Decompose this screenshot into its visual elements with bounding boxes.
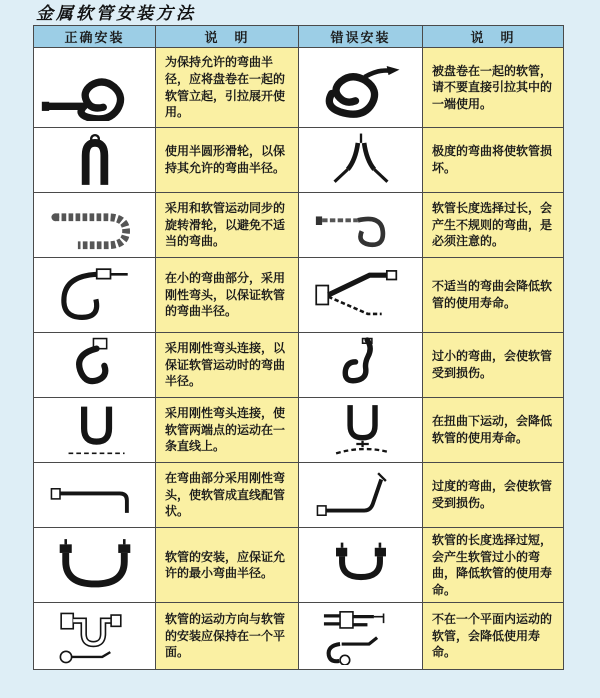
table-row — [34, 463, 564, 528]
coil-standing-pull-icon — [39, 55, 151, 121]
u-shape-aligned-ends-icon — [39, 402, 151, 458]
correct-illustration-cell — [34, 603, 156, 670]
rigid-elbow-small-bend-icon — [39, 264, 151, 326]
too-small-bend-hook-icon — [305, 337, 417, 393]
irregular-loop-icon — [305, 197, 417, 253]
correct-description: 在弯曲部分采用刚性弯头，使软管成直线配管状。 — [156, 463, 299, 528]
wrong-description: 极度的弯曲将使软管损坏。 — [423, 128, 564, 193]
coil-pulled-end-icon — [305, 55, 417, 121]
correct-illustration-cell — [34, 128, 156, 193]
table-row — [34, 128, 564, 193]
wide-u-min-radius-icon — [39, 534, 151, 596]
extreme-bend-icon — [305, 132, 417, 188]
wrong-description: 不适当的弯曲会降低软管的使用寿命。 — [423, 258, 564, 333]
wrong-illustration-cell — [299, 528, 423, 603]
page-title: 金属软管安装方法 — [36, 4, 196, 23]
same-plane-trap-icon — [39, 607, 151, 665]
header-wrong-desc: 说 明 — [423, 26, 564, 48]
improper-bend-icon — [305, 264, 417, 326]
rotating-pulley-track-icon — [39, 197, 151, 253]
wrong-description: 不在一个平面内运动的软管，会降低使用寿命。 — [423, 603, 564, 670]
correct-illustration-cell — [34, 193, 156, 258]
wrong-description: 过度的弯曲，会使软管受到损伤。 — [423, 463, 564, 528]
correct-illustration-cell — [34, 528, 156, 603]
correct-description: 采用刚性弯头连接，使软管两端点的运动在一条直线上。 — [156, 398, 299, 463]
short-hose-u-icon — [305, 534, 417, 596]
wrong-illustration-cell — [299, 398, 423, 463]
correct-description: 软管的安装，应保证允许的最小弯曲半径。 — [156, 528, 299, 603]
wrong-description: 过小的弯曲，会使软管受到损伤。 — [423, 333, 564, 398]
correct-illustration-cell — [34, 258, 156, 333]
correct-description: 使用半圆形滑轮，以保持其允许的弯曲半径。 — [156, 128, 299, 193]
wrong-illustration-cell — [299, 603, 423, 670]
header-correct-desc: 说 明 — [156, 26, 299, 48]
twisted-u-shape-icon — [305, 402, 417, 458]
wrong-illustration-cell — [299, 463, 423, 528]
wrong-illustration-cell — [299, 48, 423, 128]
correct-illustration-cell — [34, 398, 156, 463]
header-wrong-install: 错误安装 — [299, 26, 423, 48]
table-row — [34, 258, 564, 333]
rigid-elbow-connection-icon — [39, 337, 151, 393]
overbent-elbow-icon — [305, 467, 417, 523]
table-row — [34, 398, 564, 463]
correct-illustration-cell — [34, 333, 156, 398]
correct-description: 为保持允许的弯曲半径，应将盘卷在一起的软管立起，引拉展开使用。 — [156, 48, 299, 128]
straight-pipe-elbow-icon — [39, 467, 151, 523]
table-row — [34, 193, 564, 258]
wrong-description: 在扭曲下运动，会降低软管的使用寿命。 — [423, 398, 564, 463]
semicircular-pulley-loop-icon — [39, 132, 151, 188]
correct-description: 采用刚性弯头连接，以保证软管运动时的弯曲半径。 — [156, 333, 299, 398]
correct-description: 在小的弯曲部分，采用刚性弯头，以保证软管的弯曲半径。 — [156, 258, 299, 333]
wrong-illustration-cell — [299, 128, 423, 193]
correct-description: 软管的运动方向与软管的安装应保持在一个平面。 — [156, 603, 299, 670]
wrong-illustration-cell — [299, 258, 423, 333]
table-row — [34, 333, 564, 398]
wrong-description: 被盘卷在一起的软管，请不要直接引拉其中的一端使用。 — [423, 48, 564, 128]
wrong-description: 软管的长度选择过短，会产生软管过小的弯曲，降低软管的使用寿命。 — [423, 528, 564, 603]
correct-illustration-cell — [34, 48, 156, 128]
table-row — [34, 48, 564, 128]
table-row — [34, 528, 564, 603]
table-row — [34, 603, 564, 670]
install-methods-table — [33, 25, 564, 670]
correct-illustration-cell — [34, 463, 156, 528]
wrong-illustration-cell — [299, 333, 423, 398]
header-row — [34, 26, 564, 48]
header-correct-install: 正确安装 — [34, 26, 156, 48]
wrong-description: 软管长度选择过长，会产生不规则的弯曲，是必须注意的。 — [423, 193, 564, 258]
wrong-illustration-cell — [299, 193, 423, 258]
out-of-plane-icon — [305, 607, 417, 665]
correct-description: 采用和软管运动同步的旋转滑轮，以避免不适当的弯曲。 — [156, 193, 299, 258]
